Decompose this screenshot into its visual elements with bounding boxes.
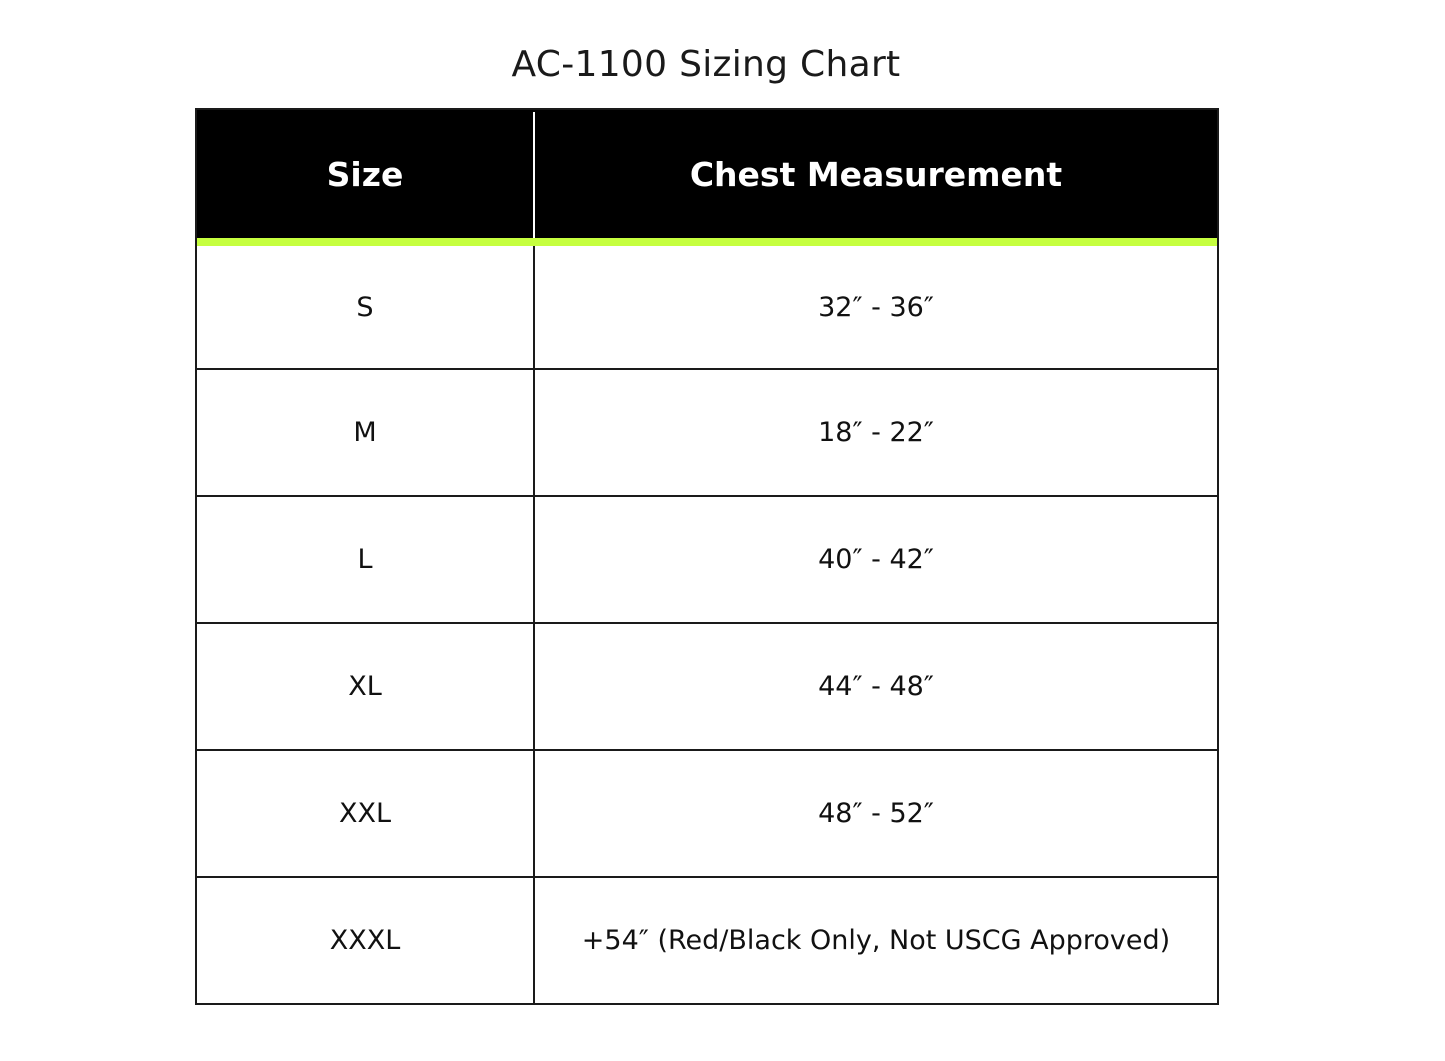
header-accent-bar xyxy=(197,238,1217,246)
table-row xyxy=(197,495,1217,622)
chest-cell: 48″ - 52″ xyxy=(818,798,934,829)
size-cell: XL xyxy=(348,671,382,702)
chest-cell: +54″ (Red/Black Only, Not USCG Approved) xyxy=(581,925,1171,956)
page-title: AC-1100 Sizing Chart xyxy=(511,44,901,85)
table-row xyxy=(197,246,1217,368)
table-row xyxy=(197,749,1217,876)
table-row xyxy=(197,876,1217,1003)
table-row xyxy=(197,368,1217,495)
size-cell: S xyxy=(356,291,374,323)
chest-cell: 40″ - 42″ xyxy=(818,544,934,575)
size-cell: XXL xyxy=(338,798,392,829)
column-divider xyxy=(533,246,535,1003)
header-size: Size xyxy=(326,154,404,194)
sizing-table xyxy=(195,108,1219,1005)
table-body xyxy=(197,246,1217,1003)
chest-cell: 44″ - 48″ xyxy=(818,671,934,702)
table-row xyxy=(197,622,1217,749)
header-chest-measurement: Chest Measurement xyxy=(689,154,1063,194)
size-cell: M xyxy=(353,417,377,448)
chest-cell: 32″ - 36″ xyxy=(818,291,934,323)
size-cell: L xyxy=(357,544,373,575)
table-header xyxy=(197,110,1217,238)
chest-cell: 18″ - 22″ xyxy=(818,417,934,448)
size-cell: XXXL xyxy=(329,925,401,956)
